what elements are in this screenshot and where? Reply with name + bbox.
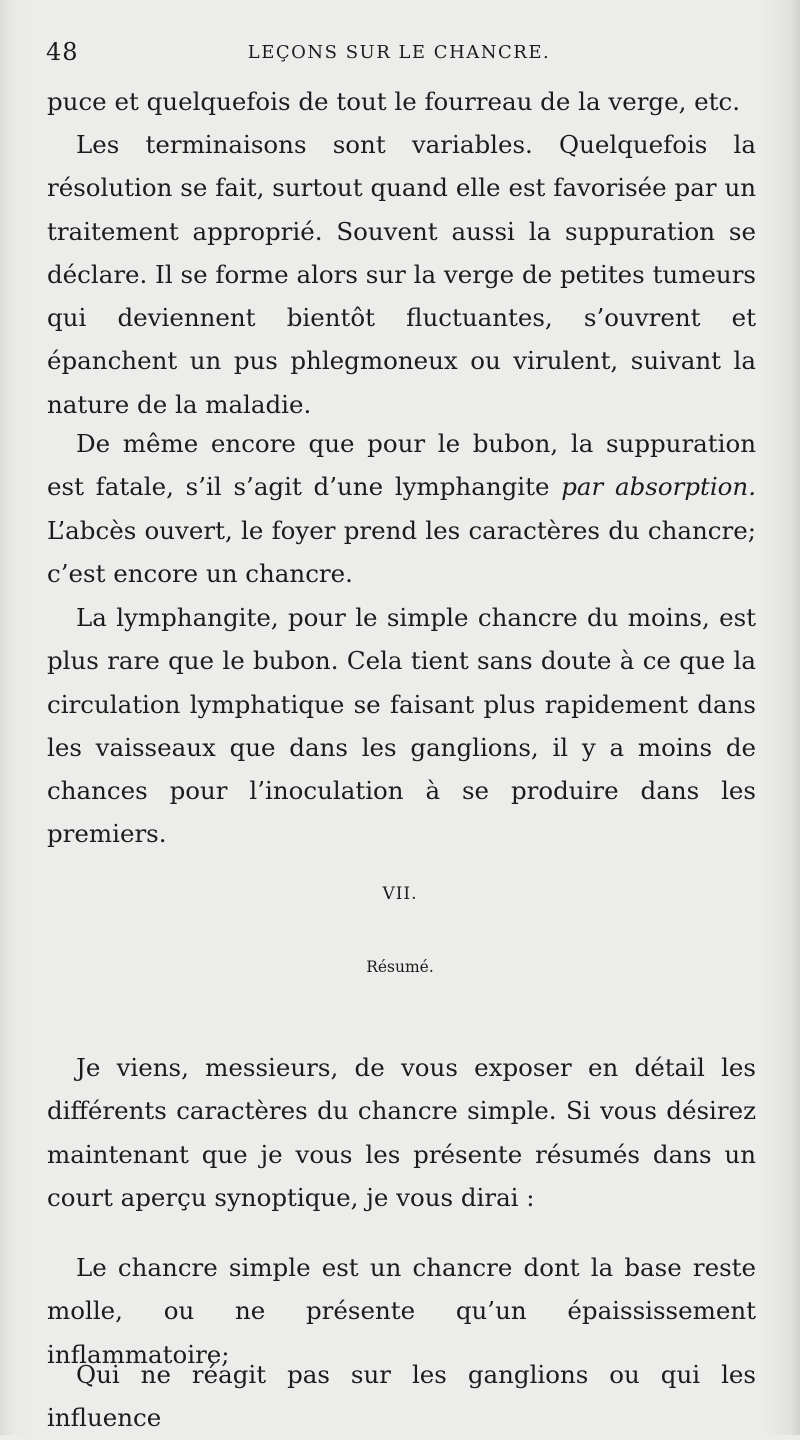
italic-phrase: par absorption. — [561, 472, 756, 502]
running-title: LEÇONS SUR LE CHANCRE. — [247, 42, 551, 63]
paragraph-suppuration-text: De même encore que pour le bubon, la suppuration est fatale, s’il s’agit d’une lymphangite — [47, 429, 756, 502]
section-title: Résumé. — [366, 958, 434, 976]
paragraph-ganglions: Qui ne réagit pas sur les ganglions ou qui les influence — [47, 1360, 756, 1433]
section-number: VII. — [382, 884, 418, 904]
paragraph-resume-intro: Je viens, messieurs, de vous exposer en détail les différents caractères du chancre simple. Si vous désirez maintenant que je vous les présente résumés dans un court aperçu synoptique, je vous dirai : — [47, 1053, 756, 1212]
page-number: 48 — [46, 38, 79, 66]
paragraph-lymphangite: La lymphangite, pour le simple chancre du moins, est plus rare que le bubon. Cela tient sans doute à ce que la circulation lymphatique se faisant plus rapidement dans les vaisseaux que dans les ganglions, il y a moins de chances pour l’inoculation à se produire dans les premiers. — [47, 603, 756, 849]
paragraph-terminaisons: Les terminaisons sont variables. Quelquefois la résolution se fait, surtout quand elle est favorisée par un traitement approprié. Souvent aussi la suppuration se déclare. Il se forme alors sur la verge de petites tumeurs qui deviennent bientôt fluctuantes, s’ouvrent et épanchent un pus phlegmoneux ou virulent, suivant la nature de la maladie. — [47, 130, 756, 419]
paragraph-suppuration-text-end: L’abcès ouvert, le foyer prend les caractères du chancre; c’est encore un chancre. — [47, 515, 756, 588]
paragraph-chancre-simple: Le chancre simple est un chancre dont la base reste molle, ou ne présente qu’un épaississement inflammatoire; — [47, 1253, 756, 1369]
paragraph-continuation: puce et quelquefois de tout le fourreau de la verge, etc. — [47, 87, 741, 116]
paragraph-suppuration — [47, 422, 756, 595]
page-header — [46, 38, 752, 68]
